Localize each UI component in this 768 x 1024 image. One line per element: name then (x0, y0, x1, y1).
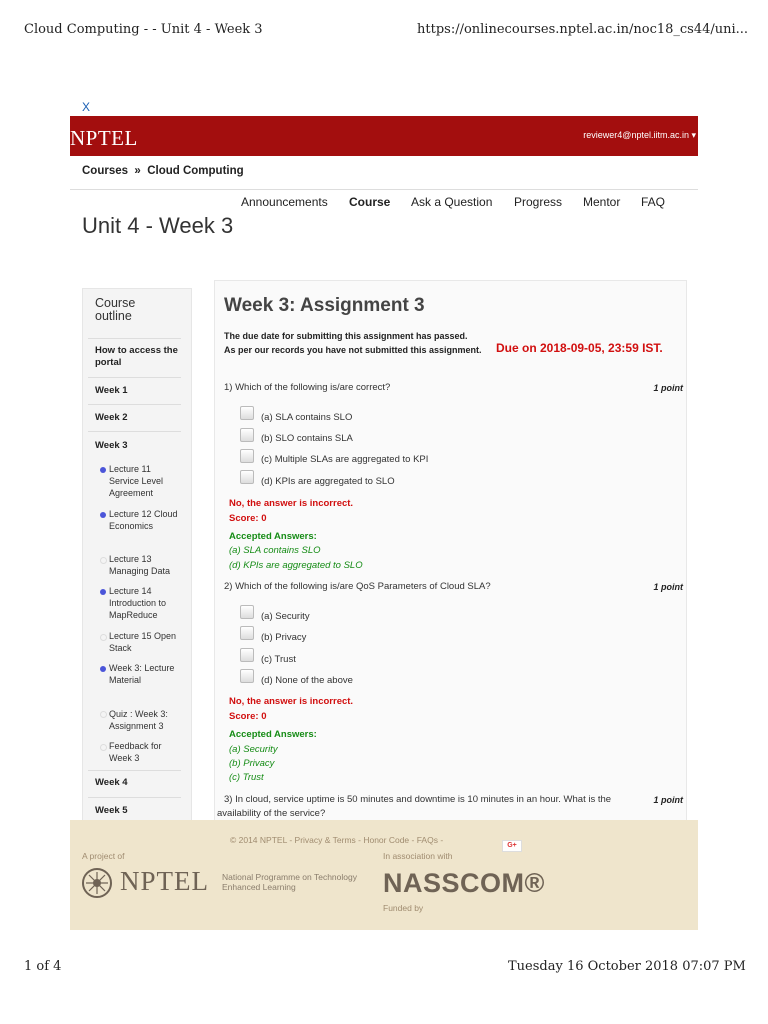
divider (88, 431, 181, 432)
accepted-answer: (a) Security (229, 744, 278, 755)
checkbox[interactable] (240, 605, 254, 619)
pending-dot-icon (100, 744, 107, 751)
nav-faq[interactable]: FAQ (641, 195, 666, 209)
nav-announcements[interactable]: Announcements (241, 195, 328, 209)
assignment-title: Week 3: Assignment 3 (224, 295, 425, 316)
checkbox[interactable] (240, 449, 254, 463)
sidebar-heading: Course outline (95, 296, 136, 323)
option-label: (a) SLA contains SLO (261, 412, 353, 423)
completed-dot-icon (100, 589, 106, 595)
print-datetime: Tuesday 16 October 2018 07:07 PM (508, 959, 746, 974)
checkbox[interactable] (240, 406, 254, 420)
footer-links[interactable]: © 2014 NPTEL - Privacy & Terms - Honor Code - FAQs - (230, 835, 444, 845)
sidebar-item-week4[interactable]: Week 4 (95, 777, 128, 788)
sidebar-subitem[interactable]: Lecture 11 Service Level Agreement (109, 464, 164, 498)
incorrect-message: No, the answer is incorrect. (229, 696, 354, 707)
question-2-text: 2) Which of the following is/are QoS Parameters of Cloud SLA? (224, 581, 491, 592)
project-of-label: A project of (82, 851, 125, 861)
sidebar-subitem[interactable]: Lecture 13 Managing Data (109, 554, 171, 576)
not-submitted-text: As per our records you have not submitted this assignment. (224, 345, 482, 355)
completed-dot-icon (100, 666, 106, 672)
sidebar-subitem[interactable]: Feedback for Week 3 (109, 741, 162, 763)
option-label: (d) None of the above (261, 675, 353, 686)
due-message (224, 329, 494, 357)
association-label: In association with (383, 851, 453, 861)
print-url: https://onlinecourses.nptel.ac.in/noc18_cs44/uni... (417, 22, 749, 37)
divider (70, 189, 698, 190)
google-plus-icon[interactable]: G+ (502, 840, 522, 852)
nav-course[interactable]: Course (349, 195, 391, 209)
sidebar-subitem[interactable]: Lecture 14 Introduction to MapReduce (109, 586, 167, 620)
nav-mentor[interactable]: Mentor (583, 195, 621, 209)
checkbox[interactable] (240, 648, 254, 662)
checkbox[interactable] (240, 470, 254, 484)
incorrect-message: No, the answer is incorrect. (229, 498, 354, 509)
divider (88, 377, 181, 378)
sidebar-subitem[interactable]: Lecture 12 Cloud Economics (109, 509, 178, 531)
nav-ask-question[interactable]: Ask a Question (411, 195, 493, 209)
pending-dot-icon (100, 557, 107, 564)
print-title: Cloud Computing - - Unit 4 - Week 3 (24, 22, 263, 37)
question-points: 1 point (653, 582, 683, 592)
divider (88, 338, 181, 339)
emblem-graphic (84, 870, 110, 896)
page-title: Unit 4 - Week 3 (82, 213, 234, 238)
footer-nptel-logo[interactable]: NPTEL (120, 866, 209, 896)
completed-dot-icon (100, 512, 106, 518)
accepted-answer: (a) SLA contains SLO (229, 545, 321, 556)
sidebar-item-week2[interactable]: Week 2 (95, 412, 128, 423)
question-points: 1 point (653, 383, 683, 393)
pending-dot-icon (100, 711, 107, 718)
score: Score: 0 (229, 711, 267, 722)
completed-dot-icon (100, 467, 106, 473)
option-label: (b) SLO contains SLA (261, 433, 353, 444)
sidebar-item-week3[interactable]: Week 3 (95, 440, 128, 451)
sidebar-item-access[interactable]: How to access the portal (95, 345, 178, 368)
close-button[interactable]: X (82, 100, 91, 114)
divider (88, 404, 181, 405)
sidebar-subitem[interactable]: Quiz : Week 3: Assignment 3 (109, 709, 168, 731)
nptel-emblem-icon (82, 868, 112, 898)
option-label: (a) Security (261, 611, 310, 622)
nptel-description: National Programme on Technology Enhanced Learning (222, 872, 357, 892)
accepted-answers-label: Accepted Answers: (229, 729, 317, 740)
question-points: 1 point (653, 795, 683, 805)
funded-by-label: Funded by (383, 903, 424, 913)
sidebar-item-week5[interactable]: Week 5 (95, 805, 128, 816)
accepted-answer: (b) Privacy (229, 758, 275, 769)
sidebar-item-week1[interactable]: Week 1 (95, 385, 128, 396)
divider (88, 797, 181, 798)
checkbox[interactable] (240, 626, 254, 640)
nav-progress[interactable]: Progress (514, 195, 563, 209)
option-label: (c) Trust (261, 654, 296, 665)
checkbox[interactable] (240, 428, 254, 442)
accepted-answers-label: Accepted Answers: (229, 531, 317, 542)
divider (88, 770, 181, 771)
due-passed-text: The due date for submitting this assignment has passed. (224, 331, 468, 341)
option-label: (d) KPIs are aggregated to SLO (261, 476, 395, 487)
question-3-text: 3) In cloud, service uptime is 50 minutes and downtime is 10 minutes in an hour. What is the availability of the service? (217, 794, 612, 819)
score: Score: 0 (229, 513, 267, 524)
due-date: Due on 2018-09-05, 23:59 IST. (496, 341, 663, 355)
option-label: (b) Privacy (261, 632, 307, 643)
checkbox[interactable] (240, 669, 254, 683)
question-1-text: 1) Which of the following is/are correct? (224, 382, 391, 393)
user-menu[interactable]: reviewer4@nptel.iitm.ac.in ▾ (583, 130, 696, 140)
pending-dot-icon (100, 634, 107, 641)
nasscom-logo[interactable]: NASSCOM® (383, 868, 545, 898)
accepted-answer: (d) KPIs are aggregated to SLO (229, 560, 363, 571)
nptel-logo[interactable]: NPTEL (70, 126, 138, 150)
option-label: (c) Multiple SLAs are aggregated to KPI (261, 454, 429, 465)
accepted-answer: (c) Trust (229, 772, 264, 783)
breadcrumb[interactable]: Courses » Cloud Computing (82, 165, 244, 177)
sidebar-subitem[interactable]: Week 3: Lecture Material (109, 663, 175, 685)
sidebar-subitem[interactable]: Lecture 15 Open Stack (109, 631, 177, 653)
page-number: 1 of 4 (24, 959, 62, 974)
